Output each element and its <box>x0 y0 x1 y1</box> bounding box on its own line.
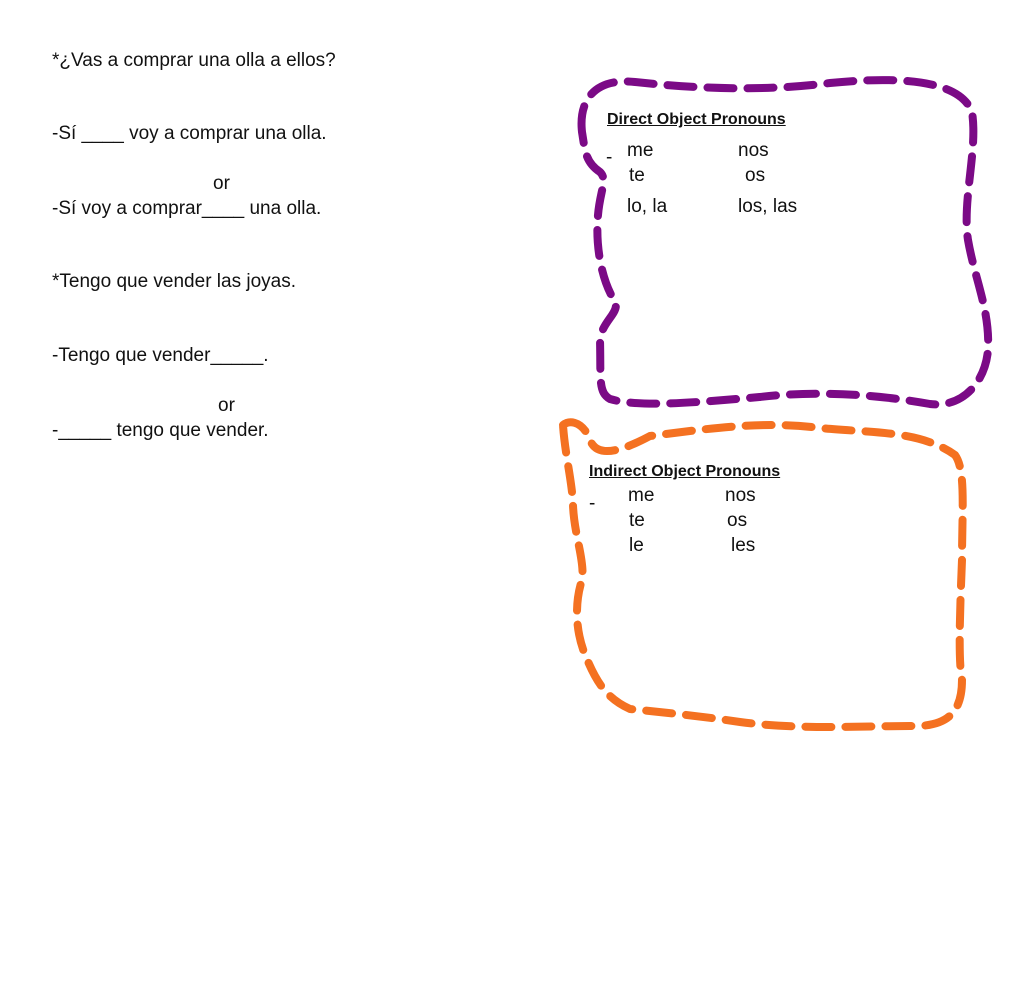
pronoun-te: te <box>629 510 645 531</box>
or-connector-1: or <box>213 173 230 194</box>
direct-box-title: Direct Object Pronouns <box>607 111 786 128</box>
pronoun-me: me <box>627 140 654 161</box>
indirect-box-title: Indirect Object Pronouns <box>589 463 781 480</box>
answer-line-3: -Tengo que vender_____. <box>52 345 269 366</box>
pronoun-te: te <box>629 165 645 186</box>
pronoun-le: le <box>629 535 644 556</box>
answer-line-2: -Sí voy a comprar____ una olla. <box>52 198 322 219</box>
pronoun-os: os <box>745 165 766 186</box>
or-connector-2: or <box>218 395 235 416</box>
pronoun-nos: nos <box>738 140 769 161</box>
direct-box-outline <box>582 80 989 404</box>
pronoun-nos: nos <box>725 485 756 506</box>
pronoun-me: me <box>628 485 655 506</box>
indirect-box-dash: - <box>589 493 596 514</box>
pronoun-los-las: los, las <box>738 196 798 217</box>
answer-line-1: -Sí ____ voy a comprar una olla. <box>52 123 327 144</box>
question-line-1: *¿Vas a comprar una olla a ellos? <box>52 50 336 71</box>
pronoun-os: os <box>727 510 748 531</box>
answer-line-4: -_____ tengo que vender. <box>52 420 269 441</box>
question-line-2: *Tengo que vender las joyas. <box>52 271 296 292</box>
pronoun-les: les <box>731 535 756 556</box>
direct-box-dash: - <box>606 147 613 168</box>
pronoun-lo-la: lo, la <box>627 196 668 217</box>
